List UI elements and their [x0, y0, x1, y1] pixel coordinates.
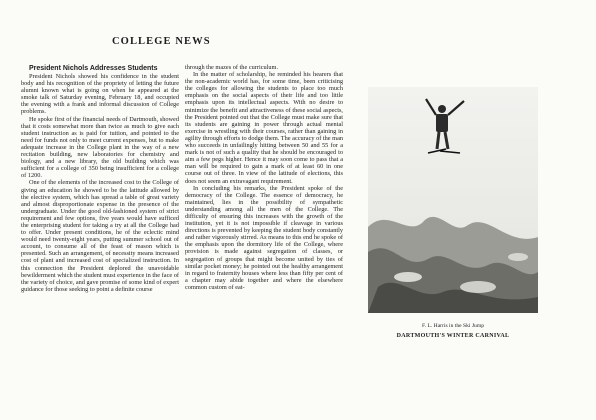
article-column-1 — [21, 64, 179, 293]
ski-jump-photo — [368, 87, 538, 313]
paragraph: through the mazes of the curriculum. — [185, 64, 279, 71]
article-column-2 — [185, 64, 343, 291]
section-header: COLLEGE NEWS — [112, 36, 211, 47]
paragraph: President Nichols showed his confidence in the student body and his recognition of the propriety of letting the future alumni known what is going on when he appeared at the smoke talk of Saturday evening, February 18, and occupied the evening with a frank and informal discussion of College problems. — [21, 73, 179, 116]
paragraph: In the matter of scholarship, he reminded his hearers that the non-academic world has, for some time, been criticising the colleges for allowing the students to place too much emphasis on the social aspects of their life and too little emphasis upon its intellectual aspects. With no desire to minimize the benefit and attractiveness of these social aspects, the President pointed out that the College must make sure that its students are gaining in power through actual mental exercise in wrestling with their courses, rather than gaining in agility through efforts to dodge them. The accuracy of the man who succeeds in unfailingly hitting between 50 and 55 for a mark is not of such a quality that he should be encouraged to aim a few pegs higher. Hence it may soon come to pass that a man will be required to gain a mark of at least 60 in one course out of three. In view of the latitude of elections, this does not seem an extravagant requirement. — [185, 71, 344, 185]
photo-caption: F. L. Harris in the Ski Jump — [421, 323, 484, 329]
article-headline: President Nichols Addresses Students — [29, 65, 158, 72]
paragraph: One of the elements of the increased cost to the College of giving an education he showed to be the latitude allowed by the elective system, which has spread a table of great variety and almost disproportionate expense in the presence of the undergraduate. Under the good old-fashioned system of strict requirement and few options, five years would have sufficed the enterprising student for taking a try at all the College had to offer. Under present conditions, he of the eclectic mind would need twenty-eight years, putting summer school out of account, to consume all of the feast of reason which is presented. Such an arrangement, of necessity means increased cost of plant and increased cost of specialized instruction. In this connection the President deplored the unavoidable bewilderment which the student must experience in the face of the variety of choice, and gave promise of some kind of expert guidance for those seeking to point a definite course — [21, 179, 179, 293]
paragraph: He spoke first of the financial needs of Dartmouth, showed that it costs somewhat more than twice as much to give each student instruction as is paid for tuition, and pointed to the need for funds not only to meet current expenses, but to make adequate increase in the College plant in the way of a new recitation building, new laboratories for chemistry and biology, and a new library, the old building which was sufficient for a college of 350 being insufficient for a college of 1200. — [21, 115, 179, 180]
paragraph: In concluding his remarks, the President spoke of the democracy of the College. The essence of democracy, he maintained, lies in the possibility of sympathetic understanding among all the men of the College. The difficulty of ensuring this increases with the growth of the institution, yet it is not impossible if cleavage in various directions is prevented by keeping the student body constantly and rather vigorously stirred. As means to this end he spoke of the emphasis upon the dormitory life of the College, where provision is made against segregation of classes, or segregation of groups that might become united by ties of similar pocket money; he pointed out the healthy arrangement in regard to fraternity houses where less than fifty per cent of a chapter may abide together and where the elsewhere common custom of eat- — [185, 184, 343, 291]
photo-title: DARTMOUTH'S WINTER CARNIVAL — [396, 333, 510, 339]
